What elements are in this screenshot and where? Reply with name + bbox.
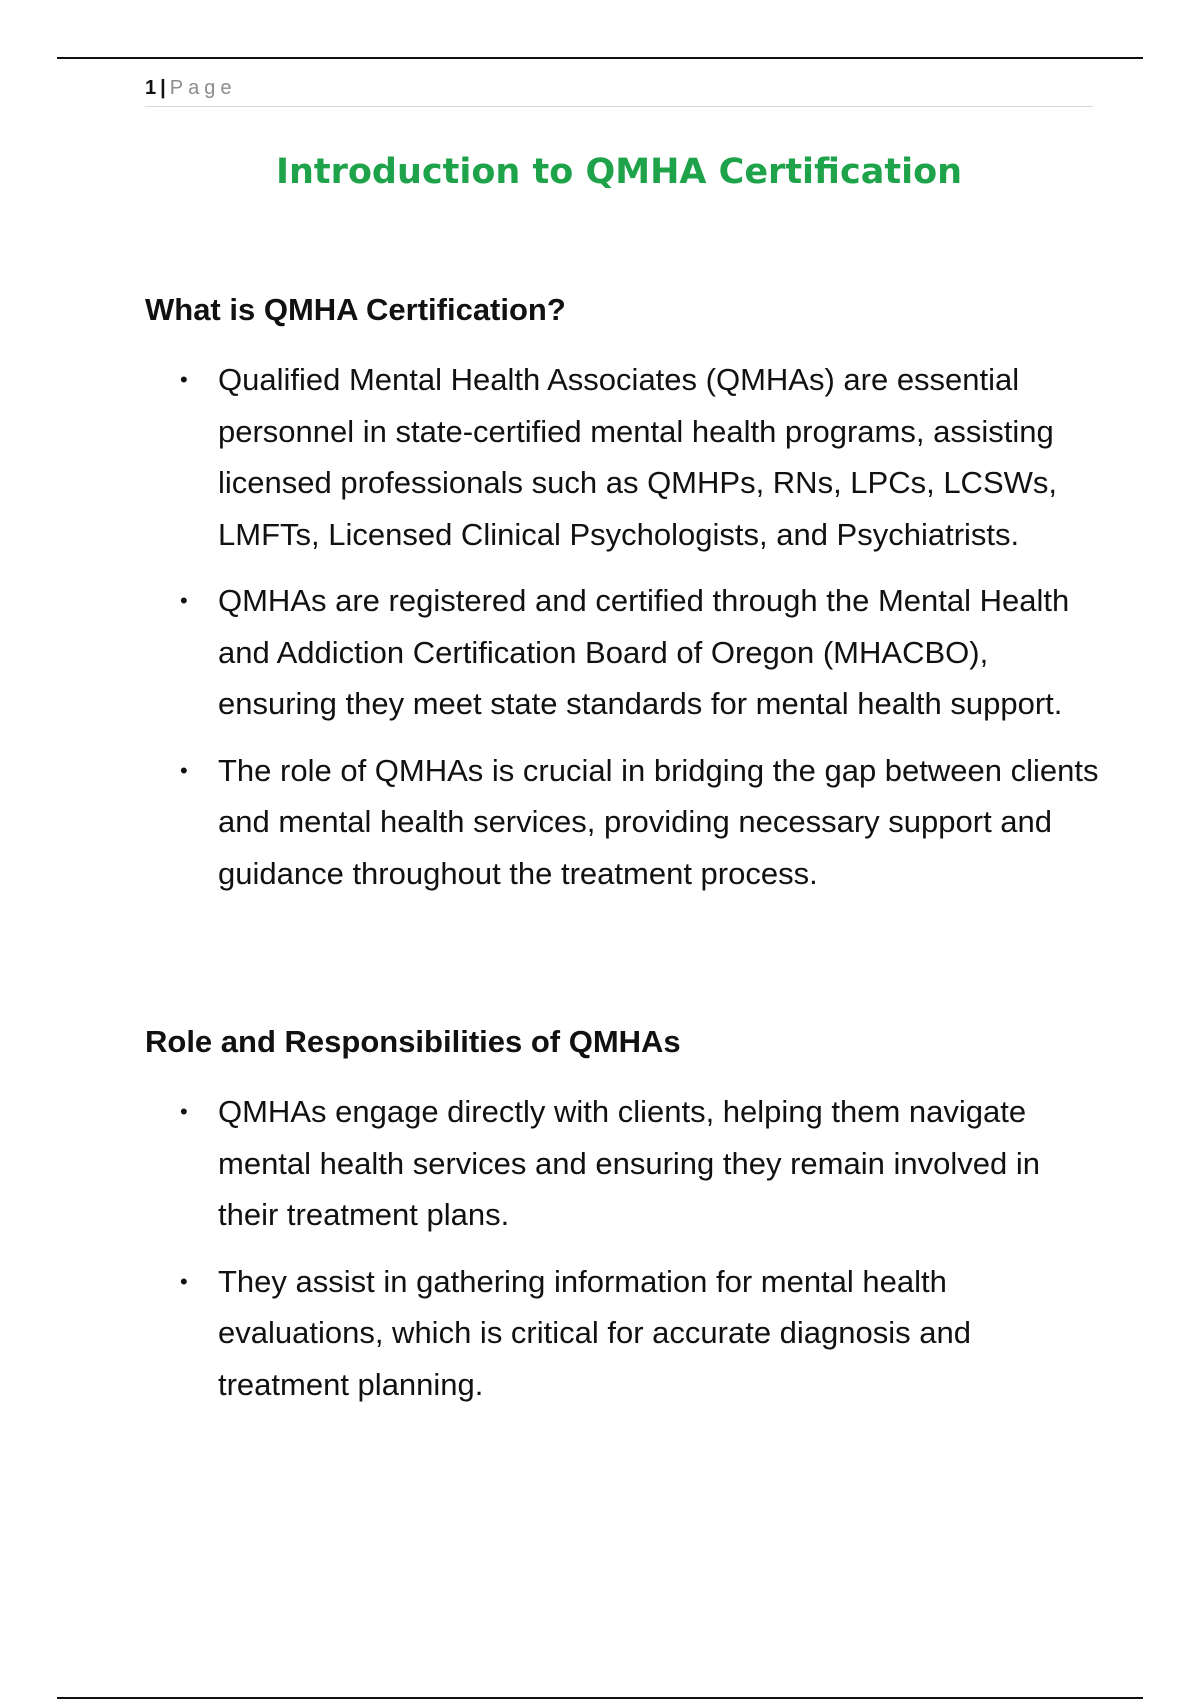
list-item — [145, 1086, 1105, 1241]
bullet-list — [145, 1086, 1105, 1410]
list-item-text: QMHAs are registered and certified through the Mental Health and Addiction Certification Board of Oregon (MHACBO), ensuring they meet state standards for mental health support. — [218, 583, 1070, 721]
list-item-text: QMHAs engage directly with clients, helping them navigate mental health services and ensuring they remain involved in their treatment plans. — [218, 1094, 1040, 1232]
list-item-text: Qualified Mental Health Associates (QMHAs) are essential personnel in state-certified mental health programs, assisting licensed professionals such as QMHPs, RNs, LPCs, LCSWs, LMFTs, Licensed Clinical Psychologists, and Psychiatrists. — [218, 362, 1057, 552]
bullet-dot-icon: • — [180, 757, 188, 783]
bullet-list — [145, 354, 1105, 899]
list-item — [145, 745, 1105, 900]
list-item-text: The role of QMHAs is crucial in bridging the gap between clients and mental health services, providing necessary support and guidance throughout the treatment process. — [218, 752, 1099, 891]
section-heading: What is QMHA Certification? — [145, 292, 566, 327]
section-role-and-responsibilities — [145, 1022, 1105, 1410]
bullet-dot-icon: • — [180, 1268, 188, 1294]
list-item — [145, 354, 1105, 560]
page-header — [145, 74, 1093, 107]
top-border-rule — [57, 57, 1143, 59]
bullet-dot-icon: • — [180, 1099, 188, 1124]
document-title: Introduction to QMHA Certification — [275, 152, 963, 192]
page-number: 1 — [145, 77, 157, 99]
page-label: Page — [169, 77, 237, 99]
section-what-is-qmha — [145, 290, 1105, 899]
section-heading: Role and Responsibilities of QMHAs — [145, 1024, 681, 1059]
bullet-dot-icon: • — [180, 367, 188, 392]
list-item — [145, 1256, 1105, 1411]
bottom-border-rule — [57, 1697, 1143, 1699]
list-item — [145, 575, 1105, 730]
page-separator: | — [160, 77, 166, 99]
bullet-dot-icon: • — [180, 588, 188, 613]
list-item-text: They assist in gathering information for mental health evaluations, which is critical for accurate diagnosis and treatment planning. — [218, 1263, 971, 1402]
